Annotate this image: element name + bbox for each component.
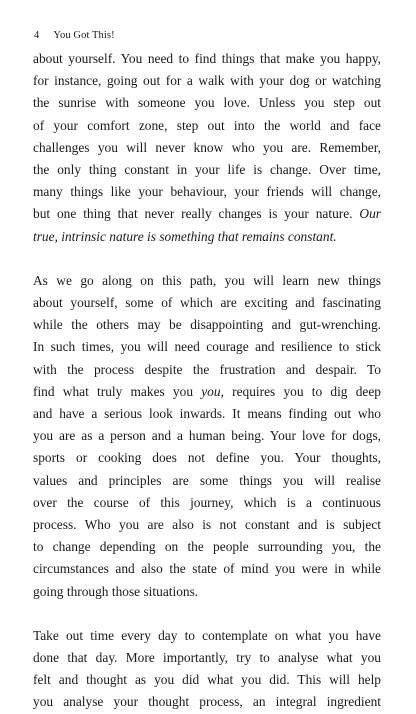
text-line: for instance, going out for a walk with your dog or watching xyxy=(33,73,381,89)
text-line: circumstances and also the state of mind you were in while xyxy=(33,561,381,577)
page-number: 4 xyxy=(34,30,40,41)
text-line: the only thing constant in your life is change. Over time, xyxy=(33,161,381,177)
body-text xyxy=(33,48,381,714)
book-title: You Got This! xyxy=(53,30,115,41)
text-line: and have a serious look inwards. It means finding out who xyxy=(33,406,381,421)
text-segment: but one thing that never really changes is your nature. xyxy=(33,206,353,222)
text-line: sports or cooking does not define you. Your thoughts, xyxy=(33,450,381,466)
paragraph-3 xyxy=(33,625,381,714)
text-line: to change depending on the people surrounding you, the xyxy=(33,539,381,555)
text-line: while the others may be disappointing and gut-wrenching. xyxy=(33,317,381,333)
text-line: challenges you will never know who you are. Remember, xyxy=(33,139,381,155)
text-line: felt and thought as you did what you did. This will help xyxy=(33,672,381,688)
text-line: you are as a person and a human being. Your love for dogs, xyxy=(33,428,381,444)
text-line: done that day. More importantly, try to analyse what you xyxy=(33,650,381,666)
paragraph-spacer xyxy=(33,248,381,270)
text-line: Take out time every day to contemplate on what you have xyxy=(33,627,381,643)
text-line xyxy=(33,203,381,225)
text-line: about yourself, some of which are exciting and fascinating xyxy=(33,295,381,311)
text-line: going through those situations. xyxy=(33,583,199,599)
text-line: In such times, you will need courage and resilience to stick xyxy=(33,339,381,355)
paragraph-1 xyxy=(33,48,381,248)
text-line: you analyse your thought process, an integral ingredient xyxy=(33,694,381,710)
italic-text: Our xyxy=(359,206,381,222)
text-line xyxy=(33,381,381,403)
text-line: process. Who you are also is not constant and is subject xyxy=(33,516,381,532)
text-line: many things like your behaviour, your friends will change, xyxy=(33,184,381,200)
text-segment: find what truly makes you xyxy=(33,383,202,399)
text-line: As we go along on this path, you will learn new things xyxy=(33,272,381,288)
text-line: the sunrise with someone you love. Unless you step out xyxy=(33,95,381,111)
text-line: values and principles are some things you will realise xyxy=(33,472,381,488)
running-head xyxy=(34,30,115,42)
text-segment: , requires you to dig deep xyxy=(220,383,381,399)
italic-text: true, intrinsic nature is something that remains constant. xyxy=(33,228,337,244)
text-line: over the course of this journey, which is a continuous xyxy=(33,494,381,510)
text-line: of your comfort zone, step out into the world and face xyxy=(33,117,381,133)
text-line: about yourself. You need to find things that make you happy, xyxy=(33,51,381,66)
paragraph-2 xyxy=(33,270,381,603)
paragraph-spacer xyxy=(33,603,381,625)
text-line xyxy=(33,226,381,248)
italic-text: you xyxy=(201,383,221,399)
text-line: with the process despite the frustration and despair. To xyxy=(33,361,381,377)
